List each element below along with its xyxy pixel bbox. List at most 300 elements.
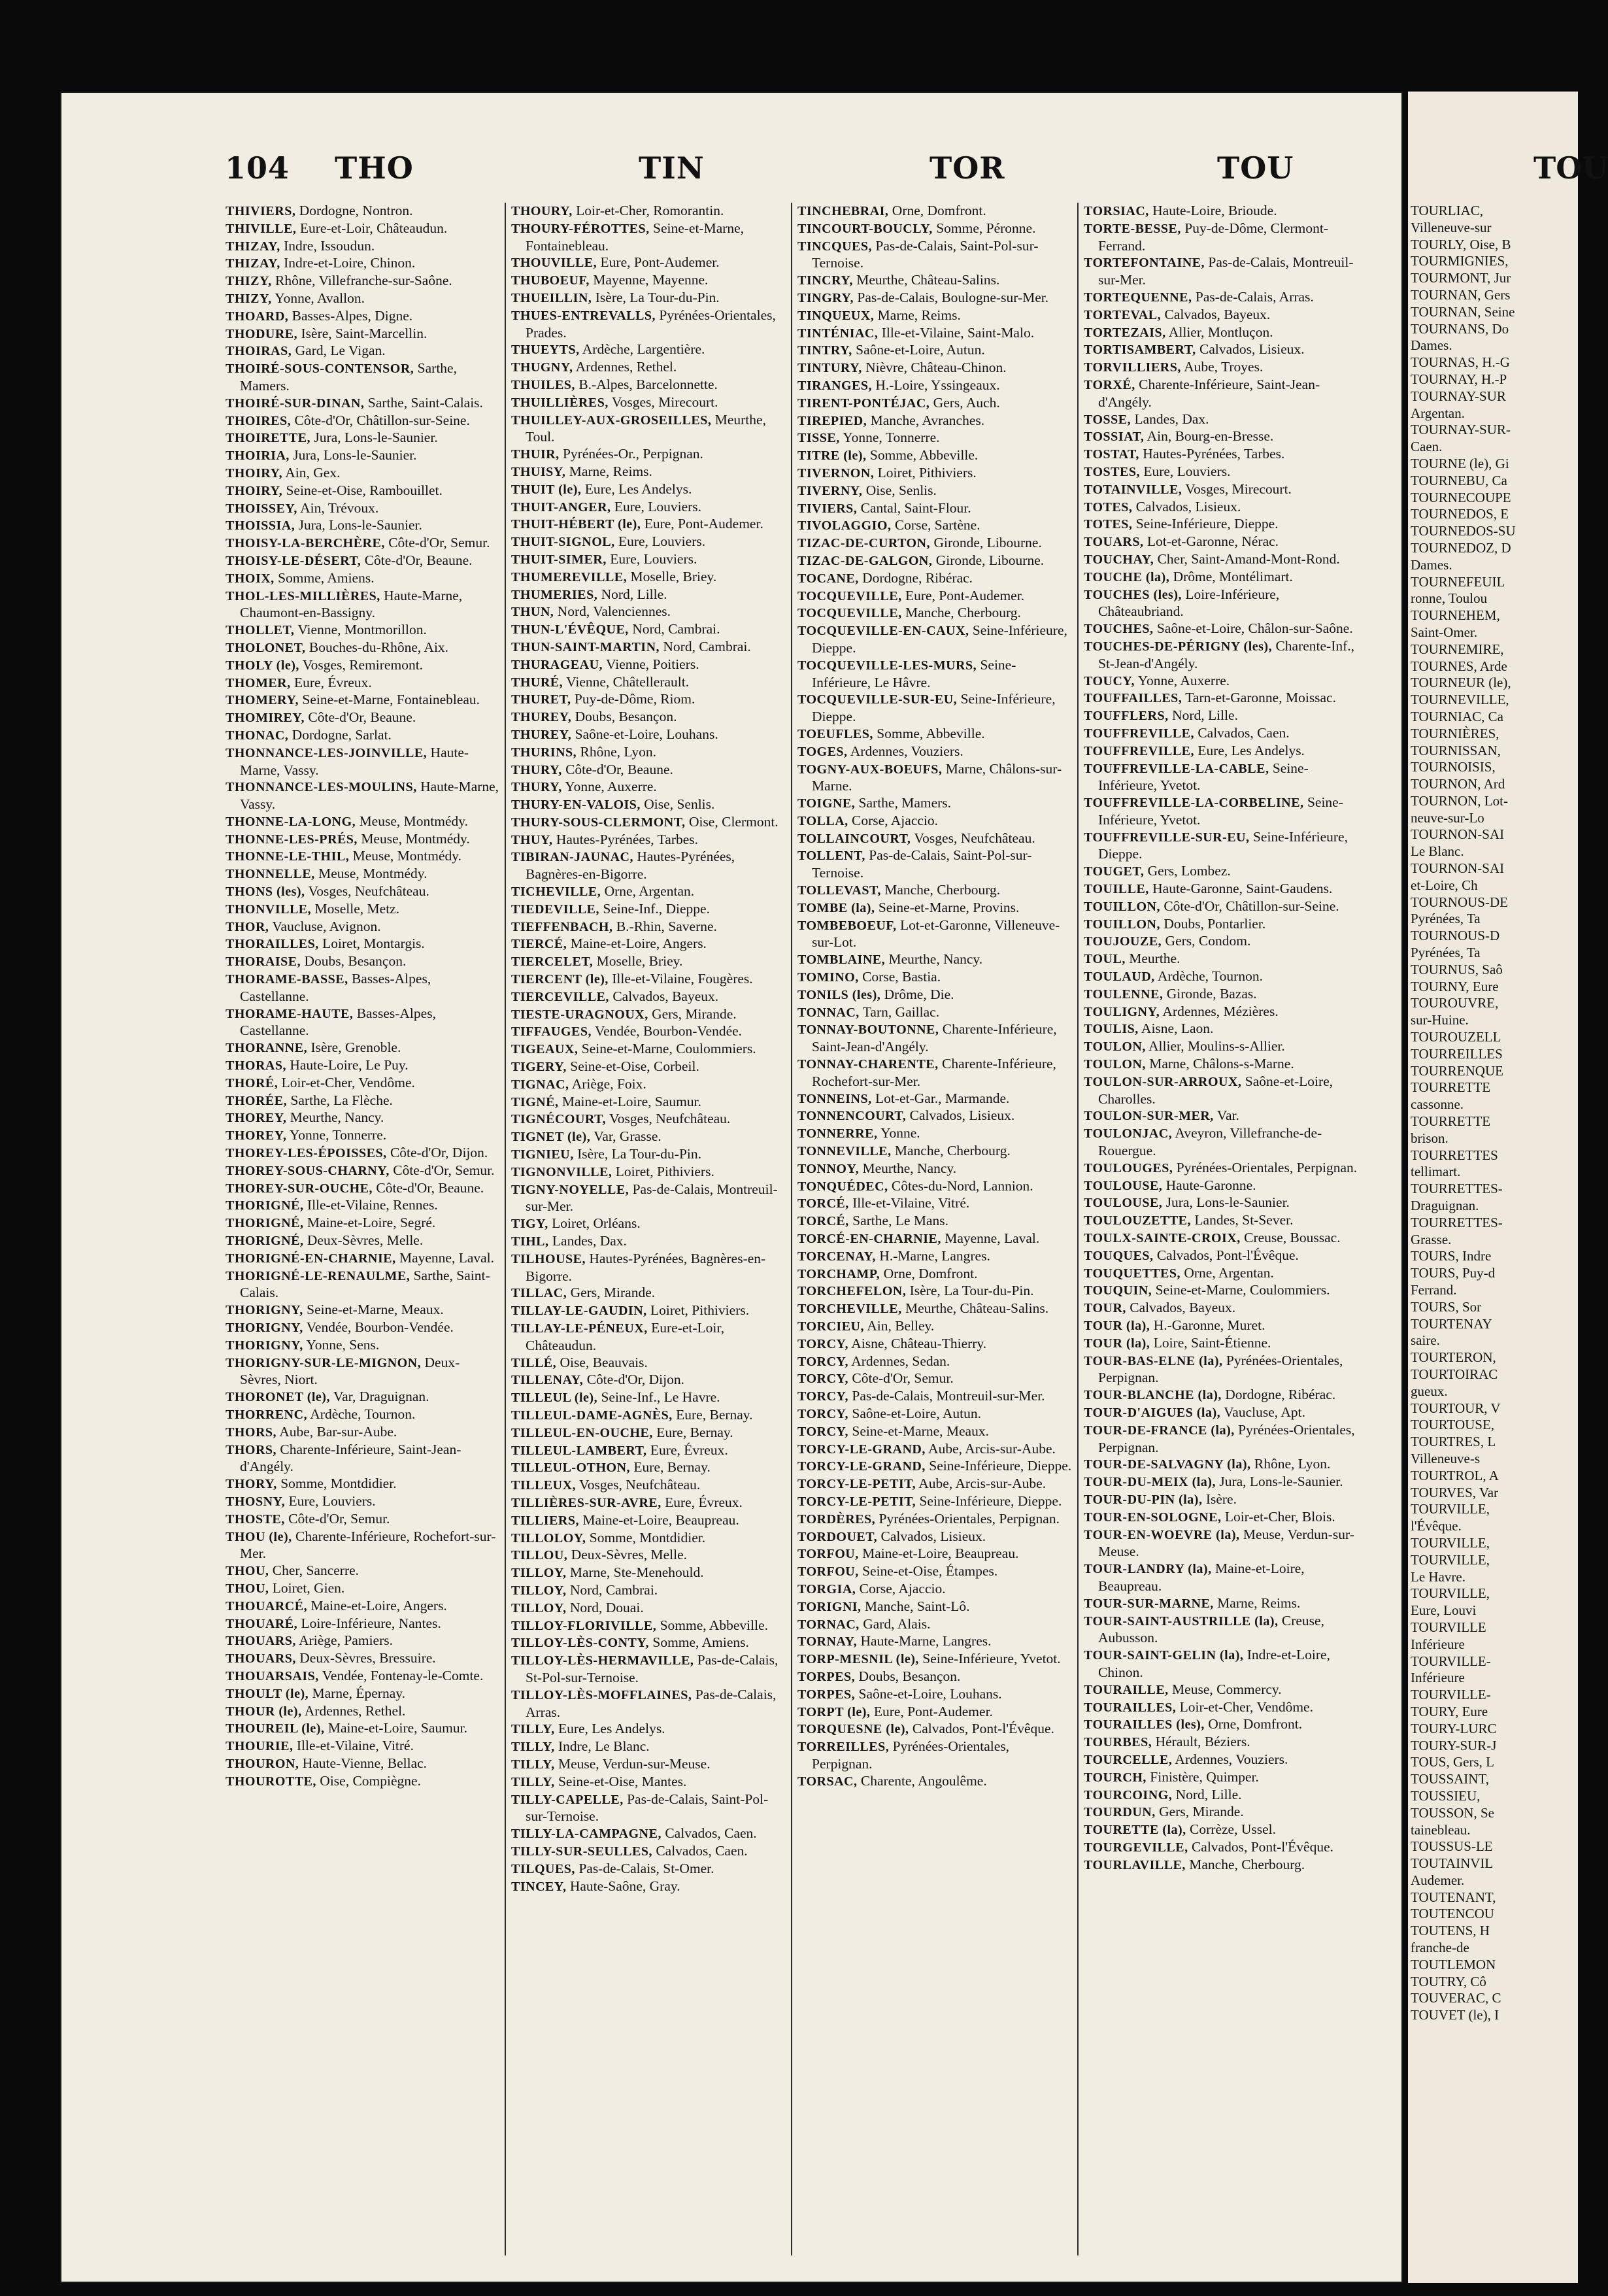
entry-headword: TOUR-SAINT-GELIN (la),	[1084, 1648, 1244, 1663]
entry-location: Vosges, Neufchâteau.	[576, 1477, 701, 1493]
entry-location: Orne, Domfront.	[1204, 1716, 1303, 1732]
entry-location: Puy-de-Dôme, Clermont-Ferrand.	[1098, 220, 1329, 254]
dictionary-page	[60, 92, 1403, 2283]
gazetteer-entry	[511, 1006, 786, 1024]
next-page-line: TOURNEBU, Ca	[1411, 472, 1507, 488]
entry-headword: TONNEVILLE,	[797, 1144, 892, 1159]
next-page-line: TOURTOIRAC	[1411, 1366, 1498, 1382]
entry-location: Manche, Avranches.	[867, 412, 985, 428]
next-page-line: Eure, Louvi	[1411, 1602, 1477, 1619]
entry-location: Côte-d'Or, Châtillon-sur-Seine.	[1160, 898, 1339, 914]
gazetteer-entry	[1084, 307, 1358, 324]
entry-headword: TORCÉ,	[797, 1196, 849, 1211]
entry-headword: THURY-EN-VALOIS,	[511, 798, 641, 813]
entry-headword: TOURAILLES (les),	[1084, 1717, 1205, 1732]
next-page-line: TOURVILLE,	[1411, 1534, 1490, 1551]
entry-location: Seine-et-Oise, Mantes.	[554, 1773, 687, 1789]
entry-headword: THORIGNY,	[226, 1321, 303, 1335]
gazetteer-entry	[226, 430, 500, 447]
next-page-line: TOUTENANT,	[1411, 1889, 1496, 1905]
gazetteer-entry	[797, 1738, 1072, 1773]
gazetteer-entry	[1084, 1716, 1358, 1734]
next-page-line: TOURNEVILLE,	[1411, 692, 1509, 708]
gazetteer-entry	[511, 1023, 786, 1041]
entry-location: Basses-Alpes, Digne.	[288, 307, 413, 324]
gazetteer-entry	[797, 465, 1072, 482]
entry-location: Marne, Reims.	[565, 463, 652, 479]
entry-headword: TOEUFLES,	[797, 726, 873, 741]
entry-headword: TOCQUEVILLE-EN-CAUX,	[797, 624, 969, 639]
entry-headword: TIFFAUGES,	[511, 1024, 592, 1039]
gazetteer-entry	[226, 1615, 500, 1633]
gazetteer-entry	[1084, 464, 1358, 481]
gazetteer-entry	[797, 847, 1072, 882]
entry-headword: THOISY-LE-DÉSERT,	[226, 553, 361, 568]
entry-headword: TOURCOING,	[1084, 1787, 1173, 1802]
gazetteer-entry	[511, 1721, 786, 1738]
entry-headword: TOULOUGES,	[1084, 1160, 1173, 1175]
entry-location: Calvados, Bayeux.	[1126, 1300, 1236, 1316]
gazetteer-entry	[797, 307, 1072, 325]
entry-headword: TOULIS,	[1084, 1022, 1139, 1037]
entry-location: Seine-Inférieure, Le Hâvre.	[812, 656, 1016, 690]
entry-headword: THOURY-FÉROTTES,	[511, 221, 650, 236]
entry-headword: THOURY,	[511, 204, 573, 218]
gazetteer-entry	[511, 1146, 786, 1164]
next-page-line: TOURS, Indre	[1411, 1248, 1492, 1264]
next-page-line: TOURNAY-SUR	[1411, 388, 1506, 404]
entry-location: Aube, Troyes.	[1181, 359, 1264, 375]
next-page-line: TOURNON-SAI	[1411, 860, 1505, 877]
entry-location: Isère, Grenoble.	[307, 1039, 401, 1056]
gazetteer-entry	[511, 1652, 786, 1687]
entry-headword: TOUR-EN-SOLOGNE,	[1084, 1510, 1222, 1525]
gazetteer-entry	[797, 238, 1072, 273]
entry-headword: TOUR-LANDRY (la),	[1084, 1562, 1212, 1577]
entry-headword: TILLÉ,	[511, 1355, 557, 1370]
entry-location: Sarthe, Le Mans.	[848, 1213, 949, 1229]
entry-location: Charente-Inférieure, Saint-Jean-d'Angély.	[1098, 376, 1320, 410]
entry-headword: TOUR-BAS-ELNE (la),	[1084, 1353, 1223, 1368]
gazetteer-entry	[797, 969, 1072, 987]
entry-headword: THORÉ,	[226, 1075, 278, 1090]
entry-location: Sarthe, Mamers.	[240, 360, 457, 394]
next-page-line: TOURNEFEUIL	[1411, 573, 1505, 590]
next-page-line: TOURNEDOZ, D	[1411, 539, 1511, 556]
entry-headword: TINCRY,	[797, 273, 853, 288]
next-page-line: TOURNON, Ard	[1411, 776, 1505, 792]
gazetteer-entry	[1084, 1073, 1358, 1108]
gazetteer-entry	[797, 987, 1072, 1004]
entry-headword: TIGNAC,	[511, 1077, 569, 1092]
gazetteer-entry	[226, 1039, 500, 1057]
gazetteer-entry	[226, 1406, 500, 1424]
entry-headword: TOMBE (la),	[797, 900, 875, 915]
column-2	[511, 203, 786, 2262]
gazetteer-entry	[511, 971, 786, 988]
entry-headword: TORTEQUENNE,	[1084, 290, 1192, 305]
entry-location: Corse, Bastia.	[858, 969, 941, 985]
entry-headword: TORCY-LE-GRAND,	[797, 1459, 926, 1474]
entry-headword: TIVOLAGGIO,	[797, 518, 892, 533]
gazetteer-entry	[226, 465, 500, 482]
entry-location: Haute-Marne, Langres.	[857, 1633, 992, 1649]
entry-location: Ardennes, Vouziers.	[1172, 1751, 1288, 1767]
entry-headword: TORCY,	[797, 1354, 849, 1369]
gazetteer-entry	[797, 1704, 1072, 1721]
entry-headword: TOUCHE (la),	[1084, 569, 1170, 584]
gazetteer-entry	[1084, 898, 1358, 916]
entry-location: Calvados, Lisieux.	[906, 1107, 1015, 1124]
next-page-line: TOURNEHEM,	[1411, 607, 1500, 624]
entry-location: Dordogne, Ribérac.	[858, 569, 973, 586]
entry-headword: TOUQUETTES,	[1084, 1266, 1181, 1281]
next-page-line: TOURLIAC,	[1411, 203, 1484, 218]
entry-headword: THOREY-SOUS-CHARNY,	[226, 1163, 390, 1178]
gazetteer-entry	[226, 883, 500, 901]
entry-location: Nièvre, Château-Chinon.	[862, 360, 1007, 376]
entry-location: Manche, Cherbourg.	[880, 882, 1001, 898]
entry-headword: TORPT (le),	[797, 1704, 871, 1719]
entry-location: Marne, Ste-Menehould.	[566, 1564, 704, 1581]
entry-headword: TOCQUEVILLE-LES-MURS,	[797, 658, 977, 673]
entry-headword: TILLOY-LÈS-CONTY,	[511, 1636, 649, 1651]
gazetteer-entry	[511, 290, 786, 307]
entry-location: Tarn, Gaillac.	[859, 1004, 940, 1020]
entry-headword: TILLEUL (le),	[511, 1391, 598, 1406]
gazetteer-entry	[511, 1111, 786, 1128]
gazetteer-entry	[511, 953, 786, 971]
next-page-line: TOURNEUR (le),	[1411, 675, 1511, 691]
next-page-line: TOURTENAY	[1411, 1315, 1492, 1332]
next-page-line: Argentan.	[1411, 405, 1466, 421]
gazetteer-entry	[511, 1512, 786, 1530]
gazetteer-entry	[226, 1580, 500, 1598]
entry-headword: TOUL,	[1084, 952, 1126, 967]
entry-headword: TIGEAUX,	[511, 1042, 578, 1057]
entry-headword: THORÉE,	[226, 1093, 288, 1108]
entry-headword: TORCÉ-EN-CHARNIE,	[797, 1232, 941, 1247]
entry-headword: THURAGEAU,	[511, 657, 603, 672]
gazetteer-entry	[797, 1090, 1072, 1108]
gazetteer-entry	[1084, 707, 1358, 725]
entry-location: Lot-et-Garonne, Nérac.	[1143, 533, 1279, 550]
entry-location: Yonne, Sens.	[303, 1336, 380, 1353]
entry-headword: THONS (les),	[226, 885, 305, 900]
entry-location: Cher, Saint-Amand-Mont-Rond.	[1154, 550, 1340, 567]
entry-location: Aisne, Laon.	[1138, 1021, 1214, 1037]
entry-location: Somme, Péronne.	[932, 220, 1036, 236]
gazetteer-entry	[511, 762, 786, 779]
gazetteer-entry	[1084, 1734, 1358, 1751]
entry-location: Indre, Le Blanc.	[554, 1738, 650, 1755]
entry-location: Ille-et-Vilaine, Vitré.	[293, 1738, 414, 1754]
running-head-tho: THO	[335, 150, 414, 186]
next-page-line: cassonne.	[1411, 1096, 1464, 1113]
gazetteer-entry	[1084, 586, 1358, 621]
gazetteer-entry	[1084, 1647, 1358, 1681]
entry-location: Charente-Inférieure, Rochefort-sur-Mer.	[812, 1056, 1056, 1089]
gazetteer-entry	[1084, 863, 1358, 881]
next-page-line: TOUROUVRE,	[1411, 995, 1499, 1011]
gazetteer-entry	[226, 273, 500, 290]
entry-location: Hérault, Béziers.	[1152, 1734, 1250, 1750]
next-page-line: l'Évêque.	[1411, 1518, 1462, 1534]
gazetteer-entry	[226, 447, 500, 465]
entry-location: Aube, Arcis-sur-Aube.	[925, 1440, 1056, 1457]
entry-headword: TOUCY,	[1084, 673, 1135, 688]
entry-location: Seine-Inf., Le Havre.	[597, 1389, 720, 1406]
gazetteer-entry	[511, 1128, 786, 1146]
entry-headword: TICHEVILLE,	[511, 885, 601, 900]
entry-location: Saône-et-Loire, Châlon-sur-Saône.	[1153, 620, 1353, 637]
entry-headword: THORAILLES,	[226, 937, 319, 952]
entry-location: Doubs, Pontarlier.	[1160, 915, 1266, 932]
column-4	[1084, 203, 1358, 2262]
gazetteer-entry	[1084, 1004, 1358, 1021]
entry-location: Saône-et-Loire, Louhans.	[855, 1685, 1002, 1702]
gazetteer-entry	[511, 883, 786, 901]
entry-headword: TOULAUD,	[1084, 970, 1155, 985]
entry-location: Jura, Lons-le-Saunier.	[1215, 1474, 1343, 1490]
entry-location: Seine-et-Marne, Meaux.	[303, 1302, 444, 1318]
gazetteer-entry	[226, 1162, 500, 1180]
entry-location: Ardennes, Rethel.	[301, 1702, 406, 1719]
gazetteer-entry	[226, 552, 500, 570]
entry-headword: TILLY-SUR-SEULLES,	[511, 1844, 652, 1859]
entry-headword: TOUCHES,	[1084, 622, 1154, 637]
entry-headword: TORCÉ,	[797, 1214, 849, 1229]
entry-headword: TILLOY-LÈS-HERMAVILLE,	[511, 1653, 694, 1668]
gazetteer-entry	[1084, 1247, 1358, 1265]
gazetteer-entry	[226, 203, 500, 220]
entry-location: Maine-et-Loire, Beaupreau.	[858, 1545, 1019, 1562]
entry-headword: THUEYTS,	[511, 343, 580, 358]
entry-headword: TORCY,	[797, 1406, 849, 1421]
gazetteer-entry	[226, 848, 500, 866]
gazetteer-entry	[797, 1388, 1072, 1406]
entry-headword: THUEILLIN,	[511, 290, 592, 305]
gazetteer-entry	[226, 901, 500, 919]
entry-headword: TOUGET,	[1084, 864, 1145, 879]
gazetteer-entry	[511, 814, 786, 832]
entry-location: Yonne, Avallon.	[271, 290, 365, 306]
gazetteer-entry	[226, 1355, 500, 1389]
entry-location: Jura, Lons-le-Saunier.	[310, 430, 438, 446]
entry-headword: TIHL,	[511, 1234, 549, 1249]
entry-location: Dordogne, Sarlat.	[288, 726, 392, 743]
entry-location: Seine-Inférieure, Dieppe.	[1132, 516, 1279, 532]
entry-location: Pyrénées-Orientales, Perpignan.	[1098, 1352, 1343, 1386]
gazetteer-entry	[1084, 1282, 1358, 1300]
gazetteer-entry	[226, 343, 500, 360]
entry-location: Maine-et-Loire, Saumur.	[558, 1093, 701, 1109]
gazetteer-entry	[226, 1215, 500, 1232]
next-page-line: TOURS, Sor	[1411, 1298, 1482, 1315]
entry-headword: THUBOEUF,	[511, 273, 590, 288]
gazetteer-entry	[797, 1545, 1072, 1563]
entry-location: Marne, Épernay.	[309, 1685, 405, 1701]
entry-location: Charente-Inférieure, Saint-Jean-d'Angély.	[240, 1441, 461, 1475]
gazetteer-entry	[797, 535, 1072, 552]
next-page-line: TOURTRES, L	[1411, 1434, 1496, 1450]
next-page-line: tellimart.	[1411, 1164, 1461, 1180]
gazetteer-entry	[797, 691, 1072, 726]
entry-headword: TOSTAT,	[1084, 447, 1139, 462]
gazetteer-entry	[511, 1076, 786, 1094]
gazetteer-entry	[226, 1075, 500, 1092]
gazetteer-entry	[226, 1755, 500, 1773]
column-rule	[1077, 203, 1079, 2255]
gazetteer-entry	[226, 1337, 500, 1355]
entry-location: Nord, Cambrai.	[628, 621, 720, 637]
entry-headword: TILHOUSE,	[511, 1251, 586, 1266]
entry-headword: TORCENAY,	[797, 1249, 876, 1264]
gazetteer-entry	[797, 1528, 1072, 1546]
entry-location: Meuse, Verdun-sur-Meuse.	[1098, 1526, 1354, 1560]
next-page-line: TOURTOUR, V	[1411, 1400, 1501, 1416]
gazetteer-entry	[1084, 1056, 1358, 1073]
gazetteer-entry	[226, 1145, 500, 1162]
next-page-line: Inférieure	[1411, 1636, 1465, 1652]
gazetteer-entry	[226, 500, 500, 518]
entry-headword: TORNAY,	[797, 1634, 858, 1649]
entry-headword: THORONET (le),	[226, 1390, 330, 1405]
entry-location: Eure, Bernay.	[652, 1424, 733, 1440]
entry-headword: TILLY,	[511, 1722, 555, 1737]
entry-location: Ariège, Pamiers.	[295, 1632, 393, 1649]
gazetteer-entry	[226, 1562, 500, 1580]
entry-headword: TOUR,	[1084, 1301, 1126, 1316]
entry-location: Gironde, Libourne.	[932, 552, 1045, 568]
entry-location: Meuse, Montmédy.	[356, 813, 468, 829]
gazetteer-entry	[226, 1632, 500, 1650]
entry-headword: TORSIAC,	[1084, 204, 1149, 218]
gazetteer-entry	[797, 1721, 1072, 1738]
gazetteer-entry	[1084, 203, 1358, 220]
entry-headword: TOLLENT,	[797, 849, 865, 864]
entry-location: Sarthe, La Flèche.	[287, 1092, 393, 1108]
entry-headword: TOUR (la),	[1084, 1336, 1150, 1351]
entry-location: Meurthe, Nancy.	[859, 1160, 957, 1176]
entry-location: Côte-d'Or, Semur.	[389, 1162, 495, 1178]
entry-headword: THOIRY,	[226, 483, 283, 498]
next-page-line: saire.	[1411, 1332, 1440, 1349]
gazetteer-entry	[797, 1598, 1072, 1616]
entry-headword: THIVILLE,	[226, 221, 297, 236]
entry-location: Loiret, Pithiviers.	[612, 1163, 714, 1179]
gazetteer-entry	[797, 1336, 1072, 1353]
next-page-line: TOURNISSAN,	[1411, 742, 1501, 758]
entry-location: Moselle, Metz.	[311, 900, 400, 917]
entry-headword: THOIRY,	[226, 465, 283, 481]
gazetteer-entry	[1084, 516, 1358, 533]
entry-headword: TOUR-DU-PIN (la),	[1084, 1492, 1203, 1507]
gazetteer-entry	[1084, 499, 1358, 516]
entry-location: Eure-et-Loir, Châteaudun.	[296, 220, 448, 236]
entry-location: Seine-Inférieure, Dieppe.	[812, 622, 1067, 656]
entry-location: Loiret, Gien.	[269, 1579, 345, 1596]
entry-location: Eure, Louviers.	[285, 1493, 376, 1509]
entry-location: Orne, Domfront.	[880, 1265, 978, 1281]
entry-location: Manche, Cherbourg.	[901, 605, 1021, 621]
entry-location: Rhône, Lyon.	[577, 743, 656, 760]
entry-headword: TOGES,	[797, 744, 848, 759]
entry-headword: TORCY-LE-PETIT,	[797, 1477, 916, 1492]
entry-headword: THOL-LES-MILLIÈRES,	[226, 588, 380, 603]
next-page-line: TOURNES, Arde	[1411, 658, 1507, 674]
next-page-line: TOURVILLE-	[1411, 1687, 1491, 1703]
next-page-line: TOURNAN, Gers	[1411, 286, 1511, 303]
gazetteer-entry	[511, 832, 786, 849]
entry-location: Côte-d'Or, Beaune.	[561, 761, 673, 777]
entry-location: Haute-Marne, Vassy.	[240, 744, 469, 778]
gazetteer-entry	[226, 1738, 500, 1755]
entry-location: Saône-et-Loire, Charolles.	[1098, 1073, 1333, 1107]
gazetteer-entry	[511, 1407, 786, 1425]
gazetteer-entry	[797, 1581, 1072, 1598]
entry-headword: THOISSIA,	[226, 518, 295, 533]
next-page-line: TOURVILLE,	[1411, 1551, 1490, 1568]
entry-headword: THUILLIÈRES,	[511, 395, 609, 410]
gazetteer-entry	[226, 1442, 500, 1476]
entry-headword: THOMIREY,	[226, 711, 305, 726]
entry-headword: TINCQUES,	[797, 239, 872, 254]
entry-location: Marne, Reims.	[874, 307, 961, 323]
entry-headword: TIERCENT (le),	[511, 972, 609, 987]
entry-location: Vendée, Bourbon-Vendée.	[303, 1319, 454, 1335]
next-page-line: TOUTENCOU	[1411, 1906, 1494, 1922]
entry-headword: TOUJOUZE,	[1084, 934, 1162, 949]
entry-location: Calvados, Bayeux.	[1161, 306, 1271, 322]
entry-headword: THOARD,	[226, 309, 289, 324]
gazetteer-entry	[1084, 1230, 1358, 1247]
gazetteer-entry	[797, 588, 1072, 605]
entry-headword: TORGIA,	[797, 1581, 856, 1596]
gazetteer-entry	[1084, 428, 1358, 446]
gazetteer-entry	[226, 657, 500, 675]
entry-location: Somme, Abbeville.	[873, 725, 985, 741]
gazetteer-entry	[797, 395, 1072, 413]
gazetteer-entry	[226, 1005, 500, 1040]
entry-location: Vienne, Montmorillon.	[294, 622, 427, 638]
entry-headword: THOMERY,	[226, 693, 299, 708]
entry-headword: THONNE-LES-PRÉS,	[226, 832, 358, 847]
next-page-line: sur-Huine.	[1411, 1012, 1469, 1028]
entry-headword: THONNELLE,	[226, 867, 315, 882]
entry-headword: TORTISAMBERT,	[1084, 343, 1196, 358]
gazetteer-entry	[511, 656, 786, 674]
next-page-line: TOURY-LURC	[1411, 1720, 1497, 1736]
entry-headword: THUIT-ANGER,	[511, 499, 611, 515]
entry-location: Nord, Douai.	[566, 1599, 644, 1615]
entry-location: Haute-Loire, Le Puy.	[286, 1057, 409, 1073]
gazetteer-entry	[797, 1283, 1072, 1300]
entry-headword: TONQUÉDEC,	[797, 1179, 888, 1194]
gazetteer-entry	[797, 447, 1072, 465]
entry-headword: THOREY-LES-ÉPOISSES,	[226, 1146, 387, 1161]
entry-headword: THONVILLE,	[226, 902, 312, 917]
gazetteer-entry	[226, 1389, 500, 1406]
entry-headword: TILLY-LA-CAMPAGNE,	[511, 1827, 662, 1842]
next-page-line: TOURNAY-SUR-	[1411, 422, 1511, 438]
entry-headword: THOUARÉ,	[226, 1616, 298, 1631]
entry-location: Calvados, Pont-l'Évêque.	[1153, 1247, 1299, 1263]
entry-headword: TIGNONVILLE,	[511, 1164, 612, 1179]
entry-location: Maine-et-Loire, Saumur.	[324, 1720, 467, 1736]
gazetteer-entry	[797, 500, 1072, 518]
entry-location: Ardèche, Tournon.	[307, 1406, 416, 1422]
